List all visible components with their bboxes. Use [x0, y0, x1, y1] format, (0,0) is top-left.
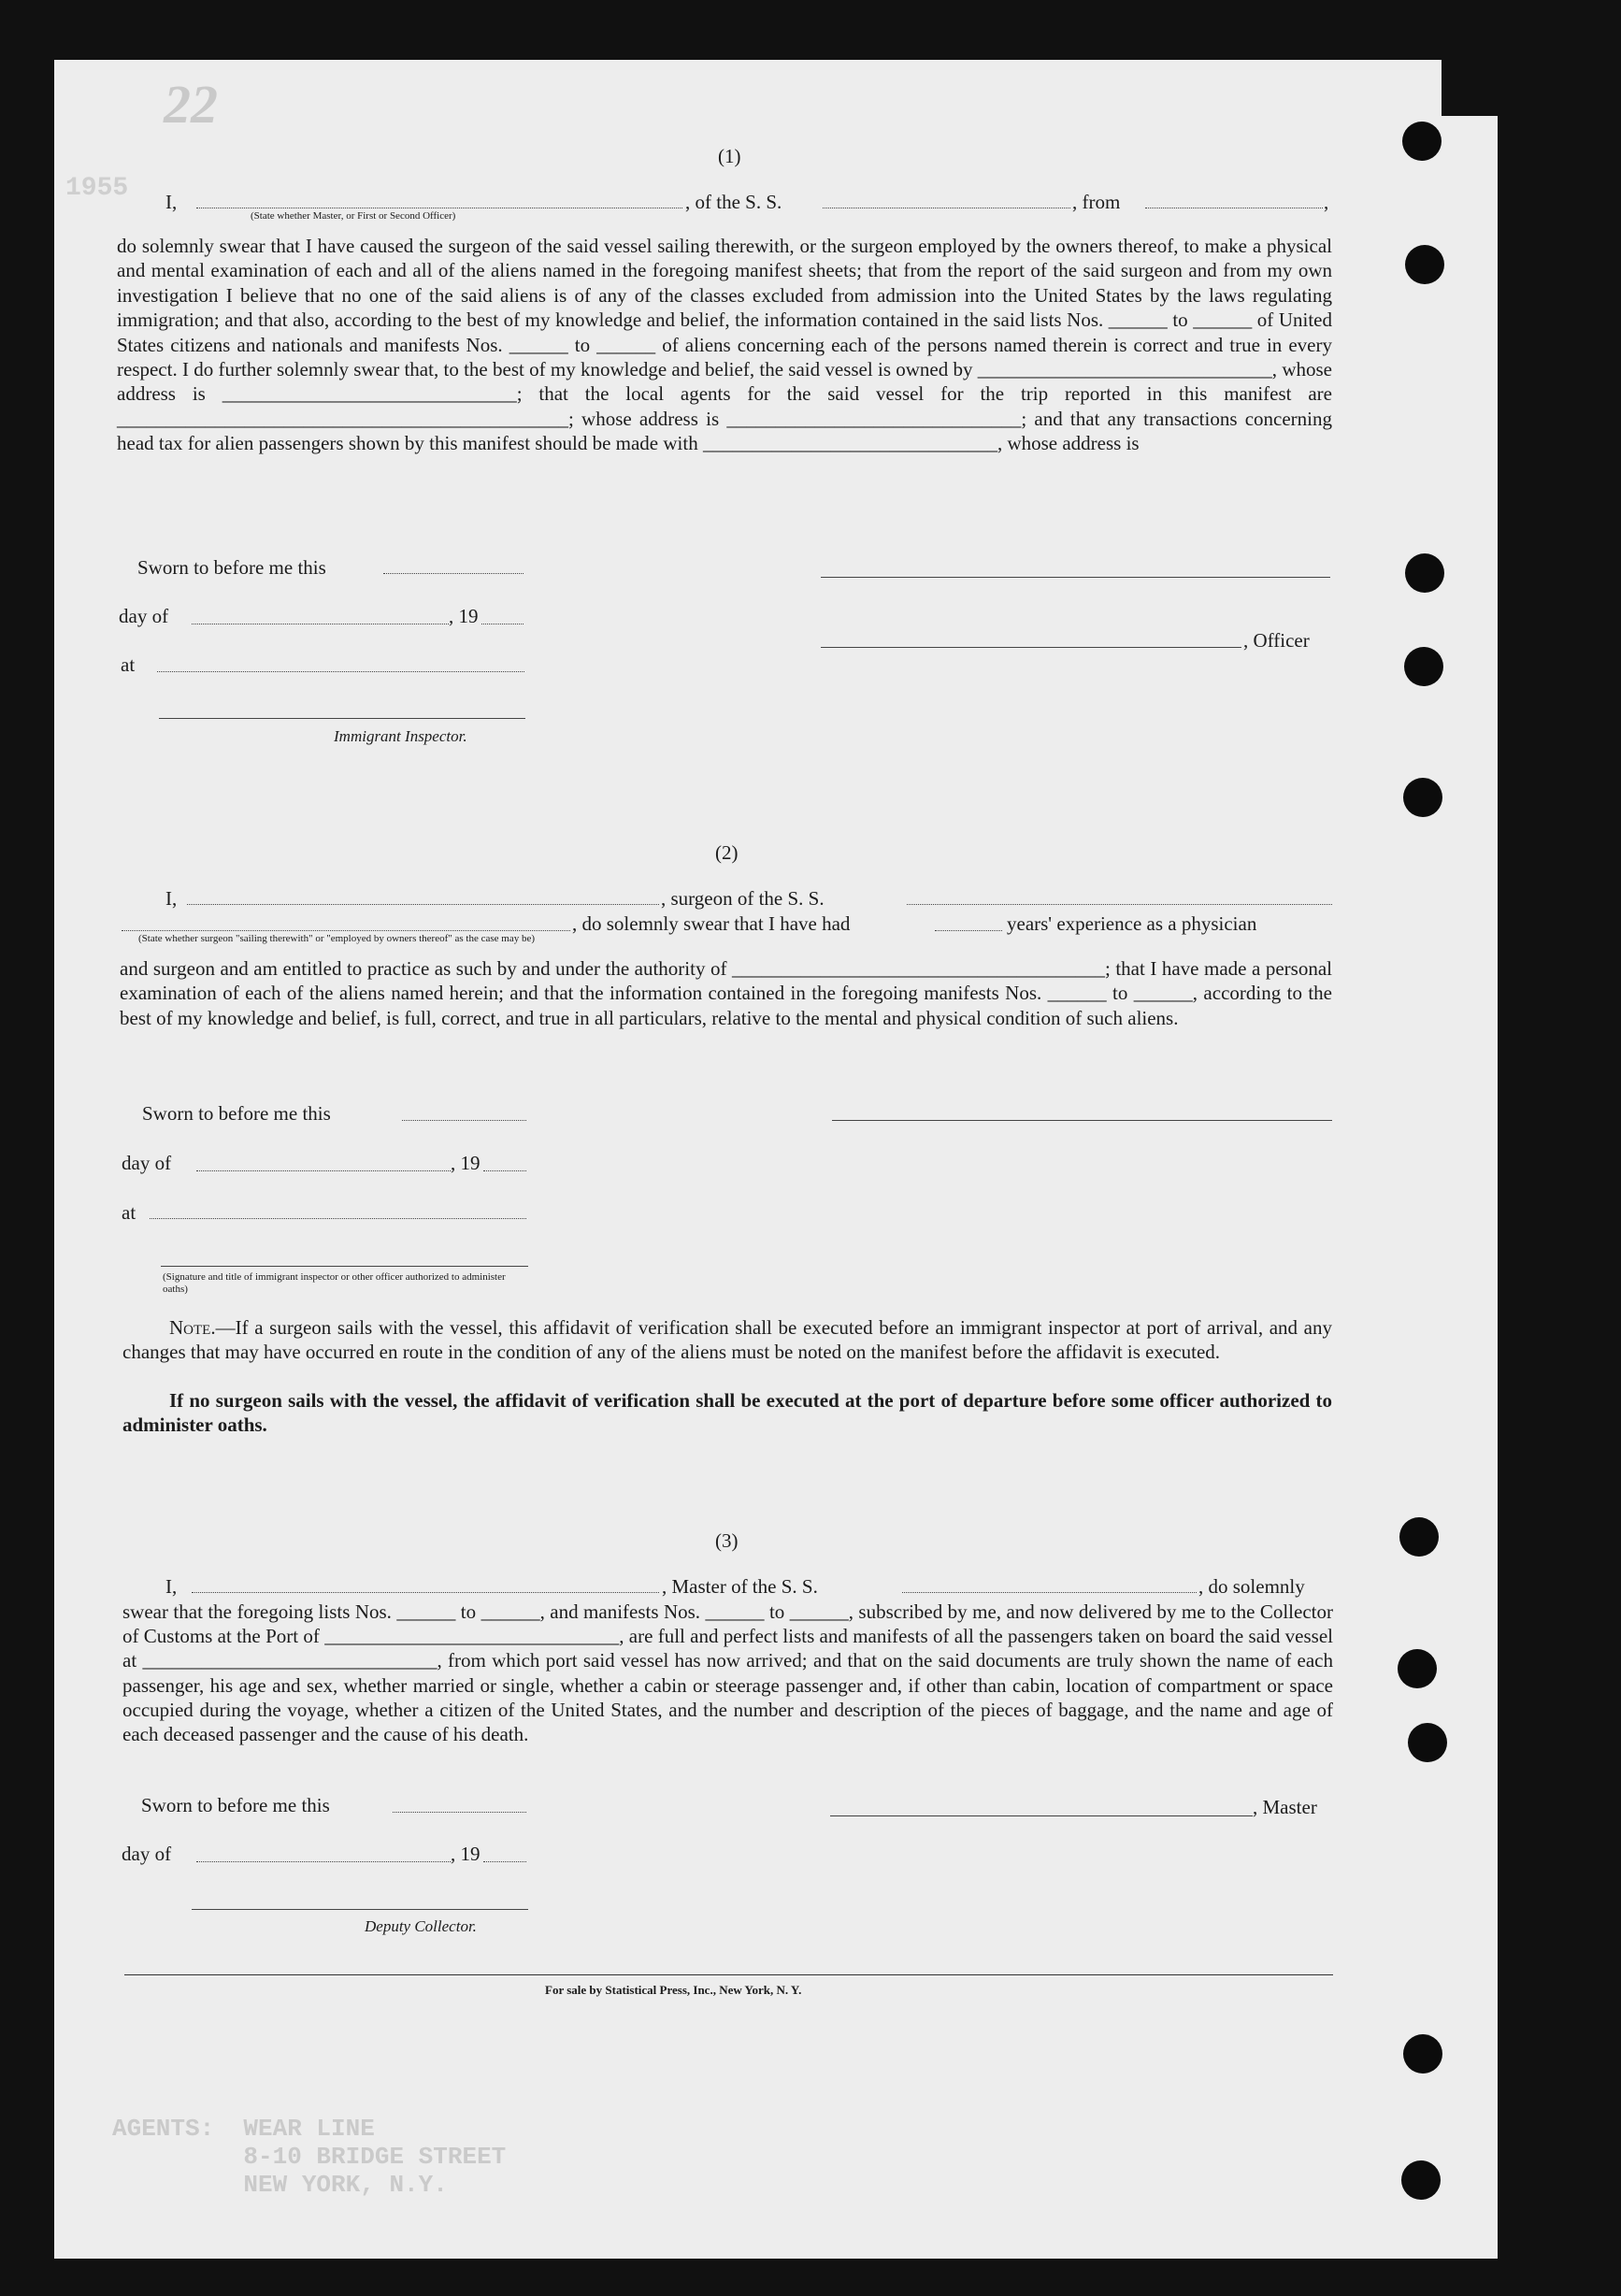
binder-hole	[1401, 2160, 1441, 2200]
show-through-agents-stamp: AGENTS: WEAR LINE 8-10 BRIDGE STREET NEW YORK, N.Y.	[112, 2115, 507, 2199]
officer-signature-line[interactable]	[821, 647, 1241, 648]
note-text: —If a surgeon sails with the vessel, this affidavit of verification shall be executed before an immigrant inspector at port of arrival, and any changes that may have occurred en route in the condition of any of the aliens must be noted on the manifest before the affidavit is executed.	[122, 1316, 1332, 1363]
section-2-year: , 19	[451, 1152, 481, 1174]
show-through-year: 1955	[65, 174, 129, 203]
officer-label: , Officer	[1243, 629, 1310, 652]
deputy-collector-label: Deputy Collector.	[365, 1917, 477, 1935]
section-3-line1-mid: , Master of the S. S.	[662, 1575, 818, 1598]
section-3-body: swear that the foregoing lists Nos. ______ to ______, and manifests Nos. ______ to ______, subscribed by me, and now delivered by me to the Collector of Customs at the Port of ______________________________, are full and perfect lists and manifests of all the passengers taken on board the said vessel at ______________________________, from which port said vessel has now arrived; and that on the said documents are truly shown the name of each passenger, his age and sex, whether married or single, whether a cabin or steerage passenger and, if other than cabin, location of compartment or space occupied during the voyage, whether a citizen of the United States, and the number and description of the pieces of baggage, and the name and age of each deceased passenger and the cause of his death.	[122, 1600, 1333, 1746]
deputy-collector-signature-line[interactable]	[192, 1909, 528, 1910]
binder-hole	[1403, 2034, 1442, 2074]
section-2-signature-caption: (Signature and title of immigrant inspector or other officer authorized to administer oaths)	[163, 1271, 506, 1295]
binder-hole	[1403, 778, 1442, 817]
section-2-at: at	[122, 1201, 136, 1224]
binder-hole	[1405, 245, 1444, 284]
section-2-officer-signature-line[interactable]	[161, 1266, 528, 1267]
section-1-sworn: Sworn to before me this	[137, 556, 326, 579]
section-2-body: and surgeon and am entitled to practice as such by and under the authority of ______________________________________; that I have made a personal examination of each of the aliens named herein; and that the information contained in the foregoing manifests Nos. ______ to ______, according to the best of my knowledge and belief, is full, correct, and true in all particulars, relative to the mental and physical condition of such aliens.	[120, 957, 1332, 1029]
section-1-number: (1)	[718, 145, 741, 167]
inspector-label: Immigrant Inspector.	[334, 727, 467, 745]
binder-hole	[1398, 1649, 1437, 1688]
section-2-line1-start: I,	[165, 887, 178, 910]
section-1-caption: (State whether Master, or First or Second Officer)	[251, 210, 456, 222]
section-2-day-of: day of	[122, 1152, 172, 1174]
section-2-line2-a: , do solemnly swear that I have had	[572, 912, 851, 935]
surgeon-status-field[interactable]	[122, 930, 570, 931]
note-label: Note.	[169, 1316, 216, 1339]
master-name-field[interactable]	[192, 1592, 659, 1593]
section-1-day-of: day of	[119, 605, 169, 627]
footer-divider	[124, 1974, 1333, 1975]
section-2-sworn: Sworn to before me this	[142, 1102, 331, 1125]
section-2-month-field[interactable]	[196, 1170, 451, 1171]
section-2-sworn-date-field[interactable]	[402, 1120, 526, 1121]
section-2-caption: (State whether surgeon "sailing therewith" or "employed by owners thereof" as the case may be)	[138, 933, 536, 944]
section-1-line1-start: I,	[165, 191, 178, 213]
folded-corner	[1442, 60, 1498, 116]
binder-hole	[1399, 1517, 1439, 1557]
section-3-line1-start: I,	[165, 1575, 178, 1598]
section-2-year-field[interactable]	[483, 1170, 526, 1171]
section-2-number: (2)	[715, 841, 739, 864]
page-number: 22	[164, 74, 218, 135]
section-2-vessel-field[interactable]	[907, 904, 1332, 905]
section-1-year: , 19	[449, 605, 479, 627]
years-experience-field[interactable]	[935, 930, 1002, 931]
binder-hole	[1408, 1723, 1447, 1762]
section-2-place-field[interactable]	[150, 1218, 526, 1219]
master-label: , Master	[1253, 1796, 1317, 1818]
section-3-day-of: day of	[122, 1843, 172, 1865]
section-1-body: do solemnly swear that I have caused the surgeon of the said vessel sailing therewith, or the surgeon employed by the owners thereof, to make a physical and mental examination of each and all of the aliens named in the foregoing manifest sheets; that from the report of the said surgeon and from my own investigation I believe that no one of the said aliens is of any of the classes excluded from admission into the United States by the laws regulating immigration; and that also, according to the best of my knowledge and belief, the information contained in the said lists Nos. ______ to ______ of United States citizens and nationals and manifests Nos. ______ to ______ of aliens concerning each of the persons named therein is correct and true in every respect. I do further solemnly swear that, to the best of my knowledge and belief, the said vessel is owned by ______________________________, whose address is ______________________________; that the local agents for the said vessel for the trip reported in this manifest are ______________________________________________; whose address is ______________________________; and that any transactions concerning head tax for alien passengers shown by this manifest should be made with ______________________________, whose address is	[117, 235, 1332, 455]
section-3-year: , 19	[451, 1843, 481, 1865]
master-signature-line[interactable]	[830, 1815, 1253, 1816]
section-1-at: at	[121, 653, 136, 676]
section-3-number: (3)	[715, 1529, 739, 1552]
binder-hole	[1402, 122, 1442, 161]
section-2-line1-end: , surgeon of the S. S.	[661, 887, 825, 910]
section-2-line2-b: years' experience as a physician	[1007, 912, 1257, 935]
section-1-line1-comma: ,	[1324, 191, 1329, 213]
inspector-signature-line[interactable]	[159, 718, 525, 719]
section-1-sworn-date-field[interactable]	[383, 573, 524, 574]
section-1-line1-end: , from	[1072, 191, 1121, 213]
section-1-place-field[interactable]	[157, 671, 524, 672]
section-1-signature-line[interactable]	[821, 577, 1330, 578]
note-paragraph-2: If no surgeon sails with the vessel, the affidavit of verification shall be executed at the port of departure before some officer authorized to administer oaths.	[122, 1389, 1332, 1436]
section-3-vessel-field[interactable]	[902, 1592, 1197, 1593]
note-paragraph-1	[122, 1316, 1332, 1364]
surgeon-name-field[interactable]	[187, 904, 659, 905]
binder-hole	[1405, 553, 1444, 593]
section-3-sworn-date-field[interactable]	[393, 1812, 526, 1813]
section-3-year-field[interactable]	[483, 1861, 526, 1862]
printer-imprint: For sale by Statistical Press, Inc., New York, N. Y.	[545, 1983, 802, 1997]
surgeon-signature-line[interactable]	[832, 1120, 1332, 1121]
section-3-sworn: Sworn to before me this	[141, 1794, 330, 1816]
section-3-line1-end: , do solemnly	[1198, 1575, 1305, 1598]
binder-hole	[1404, 647, 1443, 686]
section-1-line1-mid: , of the S. S.	[685, 191, 782, 213]
section-3-month-field[interactable]	[196, 1861, 451, 1862]
